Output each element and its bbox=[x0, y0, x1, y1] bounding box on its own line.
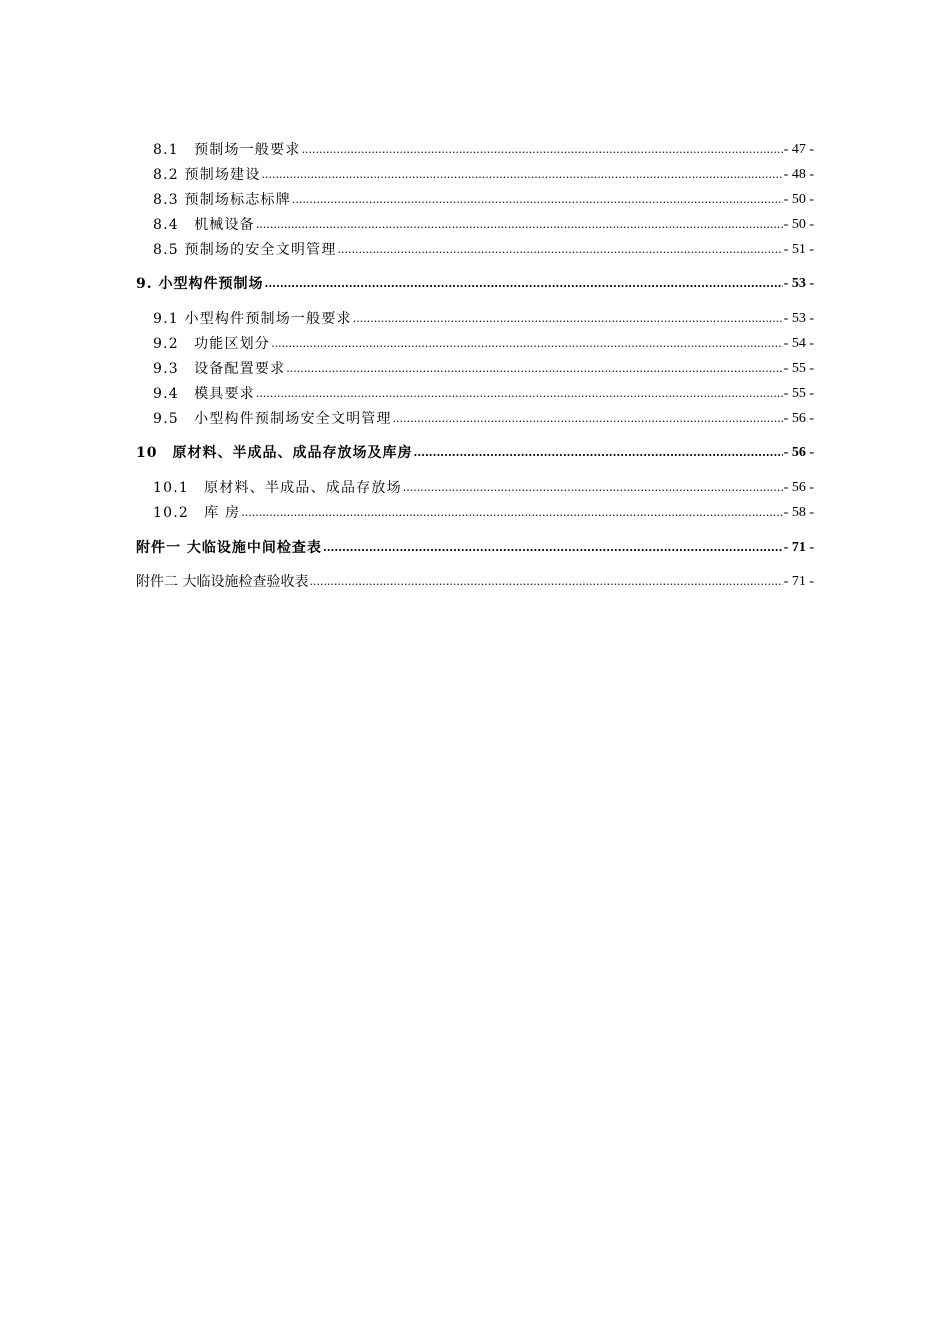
toc-entry-9[interactable] bbox=[136, 273, 814, 293]
toc-entry-9-4[interactable] bbox=[153, 383, 814, 403]
toc-entry-page: - 50 - bbox=[783, 192, 814, 207]
dot-leader bbox=[403, 479, 783, 497]
toc-entry-page: - 71 - bbox=[783, 540, 814, 555]
toc-entry-label: 10 原材料、半成品、成品存放场及库房 bbox=[136, 445, 413, 461]
toc-entry-page: - 53 - bbox=[783, 276, 814, 291]
dot-leader bbox=[323, 539, 783, 557]
toc-entry-9-3[interactable] bbox=[153, 358, 814, 378]
toc-entry-label: 8.2 预制场建设 bbox=[153, 167, 261, 183]
toc-entry-label: 8.4 机械设备 bbox=[153, 217, 255, 233]
dot-leader bbox=[256, 385, 783, 403]
toc-entry-page: - 55 - bbox=[783, 386, 814, 401]
toc-entry-label: 8.5 预制场的安全文明管理 bbox=[153, 242, 337, 258]
toc-entry-8-4[interactable] bbox=[153, 214, 814, 234]
dot-leader bbox=[338, 241, 783, 259]
toc-entry-label: 9.3 设备配置要求 bbox=[153, 361, 286, 377]
toc-entry-page: - 54 - bbox=[783, 336, 814, 351]
toc-entry-label: 9. 小型构件预制场 bbox=[136, 276, 264, 292]
toc-entry-10[interactable] bbox=[136, 442, 814, 462]
dot-leader bbox=[353, 310, 783, 328]
toc-entry-8-5[interactable] bbox=[153, 239, 814, 259]
toc-entry-9-5[interactable] bbox=[153, 408, 814, 428]
toc-entry-10-1[interactable] bbox=[153, 477, 814, 497]
toc-entry-page: - 47 - bbox=[783, 142, 814, 157]
toc-entry-page: - 53 - bbox=[783, 311, 814, 326]
toc-entry-label: 9.4 模具要求 bbox=[153, 386, 255, 402]
dot-leader bbox=[413, 444, 782, 462]
toc-entry-label: 9.5 小型构件预制场安全文明管理 bbox=[153, 411, 392, 427]
toc-entry-label: 附件一 大临设施中间检查表 bbox=[136, 540, 322, 556]
dot-leader bbox=[241, 504, 782, 522]
toc-entry-8-3[interactable] bbox=[153, 189, 814, 209]
toc-entry-label: 附件二 大临设施检查验收表 bbox=[136, 574, 309, 590]
toc-entry-page: - 56 - bbox=[783, 445, 814, 460]
toc-entry-page: - 56 - bbox=[783, 480, 814, 495]
toc-entry-label: 9.1 小型构件预制场一般要求 bbox=[153, 311, 352, 327]
toc-entry-page: - 71 - bbox=[783, 574, 814, 589]
dot-leader bbox=[262, 166, 783, 184]
dot-leader bbox=[393, 410, 783, 428]
toc-entry-9-1[interactable] bbox=[153, 308, 814, 328]
dot-leader bbox=[292, 191, 783, 209]
toc-entry-10-2[interactable] bbox=[153, 502, 814, 522]
dot-leader bbox=[271, 335, 783, 353]
toc-entry-page: - 56 - bbox=[783, 411, 814, 426]
toc-entry-label: 9.2 功能区划分 bbox=[153, 336, 271, 352]
dot-leader bbox=[309, 573, 782, 591]
toc-entry-page: - 58 - bbox=[783, 505, 814, 520]
toc-entry-label: 8.1 预制场一般要求 bbox=[153, 142, 301, 158]
toc-entry-label: 10.2 库 房 bbox=[153, 505, 241, 521]
toc-entry-8-2[interactable] bbox=[153, 164, 814, 184]
toc-entry-page: - 50 - bbox=[783, 217, 814, 232]
toc-entry-8-1[interactable] bbox=[153, 139, 814, 159]
toc-entry-page: - 48 - bbox=[783, 167, 814, 182]
toc-entry-appendix-2[interactable] bbox=[136, 571, 814, 591]
dot-leader bbox=[265, 275, 783, 293]
dot-leader bbox=[256, 216, 783, 234]
toc-entry-9-2[interactable] bbox=[153, 333, 814, 353]
toc-entry-label: 10.1 原材料、半成品、成品存放场 bbox=[153, 480, 402, 496]
toc-entry-appendix-1[interactable] bbox=[136, 537, 814, 557]
toc-entry-page: - 55 - bbox=[783, 361, 814, 376]
dot-leader bbox=[286, 360, 782, 378]
toc-entry-page: - 51 - bbox=[783, 242, 814, 257]
dot-leader bbox=[301, 141, 782, 159]
toc-entry-label: 8.3 预制场标志标牌 bbox=[153, 192, 291, 208]
